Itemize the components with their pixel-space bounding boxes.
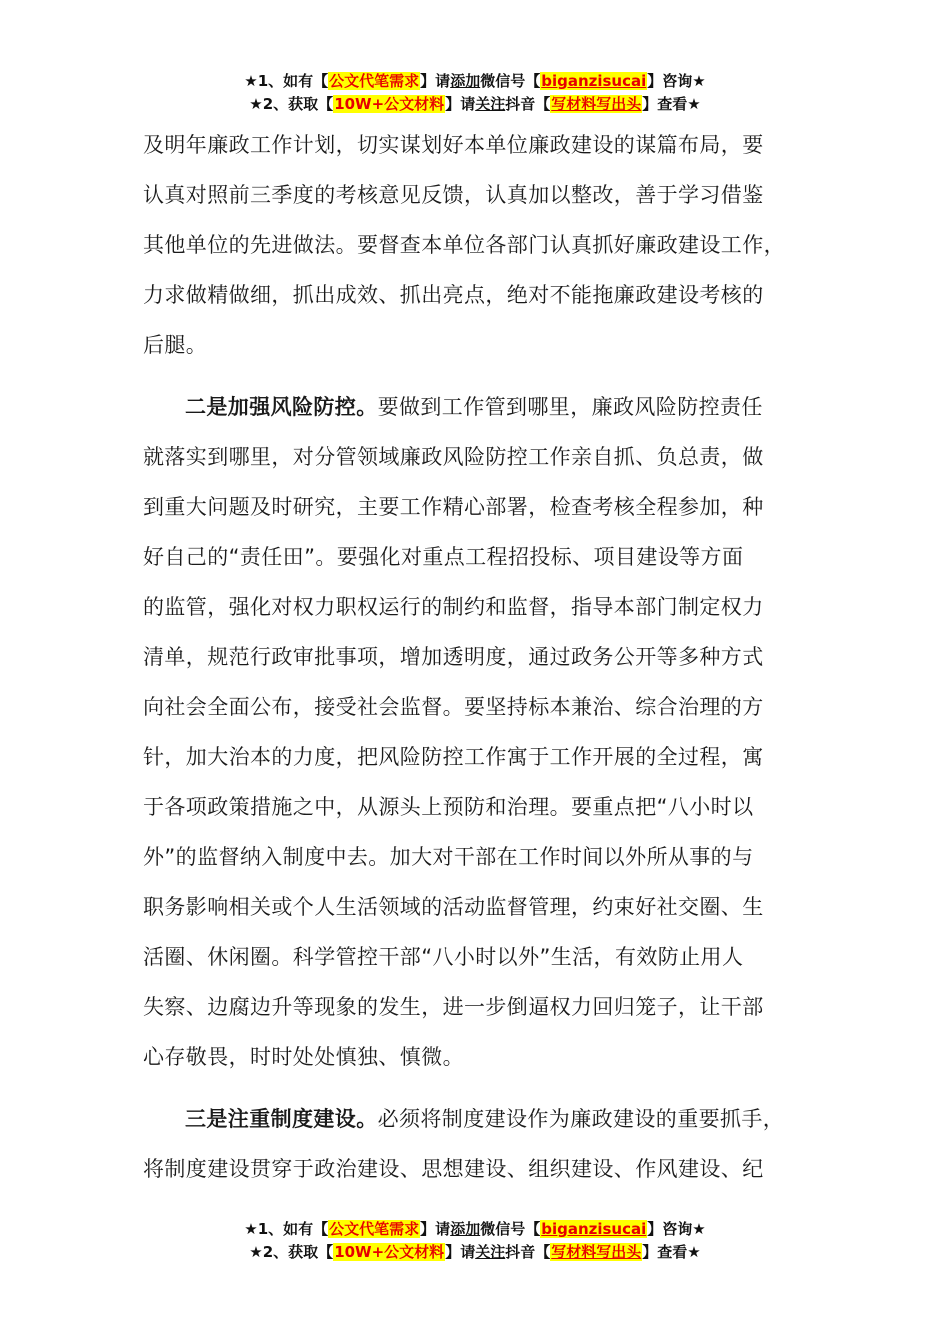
text-line: 外”的监督纳入制度中去。加大对干部在工作时间以外所从事的与 [143,845,754,869]
highlight-label: 10W+公文材料 [334,1243,445,1261]
banner-text: 抖音【 [505,95,551,113]
banner-line-2 [0,1241,950,1264]
highlight-label: 公文代笔需求 [329,1220,420,1238]
text-line: 认真对照前三季度的考核意见反馈，认真加以整改，善于学习借鉴 [143,183,764,207]
wechat-id-link[interactable]: biganzisucai [541,72,647,90]
banner-line-2 [0,93,950,116]
highlight-label: 10W+公文材料 [334,95,445,113]
banner-text: 】请 [445,95,476,113]
text-line: 向社会全面公布，接受社会监督。要坚持标本兼治、综合治理的方 [143,695,764,719]
banner-text: 】请 [420,72,451,90]
text-line: 的监管，强化对权力职权运行的制约和监督，指导本部门制定权力 [143,595,764,619]
banner-line-1 [0,1218,950,1241]
banner-text: ★1、如有【 [244,72,329,90]
paragraph-1 [143,125,823,375]
banner-line-1 [0,70,950,93]
banner-text: 】请 [420,1220,451,1238]
douyin-account-link[interactable]: 写材料写出头 [551,95,642,113]
text-line: 清单，规范行政审批事项，增加透明度，通过政务公开等多种方式 [143,645,764,669]
banner-text: 】咨询★ [647,72,706,90]
paragraph-2 [143,387,823,1087]
text-line: 心存敬畏，时时处处慎独、慎微。 [143,1045,464,1069]
text-run: 要做到工作管到哪里，廉政风险防控责任 [377,395,763,419]
emphasis-text: 关注 [475,95,506,113]
banner-text: 】请 [445,1243,476,1261]
banner-text: 】咨询★ [647,1220,706,1238]
text-run: 必须将制度建设作为廉政建设的重要抓手， [377,1107,785,1131]
text-line: 将制度建设贯穿于政治建设、思想建设、组织建设、作风建设、纪 [143,1157,764,1181]
paragraph-heading: 二是加强风险防控。 [185,395,378,419]
text-line: 到重大问题及时研究，主要工作精心部署，检查考核全程参加，种 [143,495,764,519]
text-line [143,387,823,437]
text-line: 活圈、休闲圈。科学管控干部“八小时以外”生活，有效防止用人 [143,945,744,969]
banner-text: ★2、获取【 [249,95,334,113]
text-line: 针，加大治本的力度，把风险防控工作寓于工作开展的全过程，寓 [143,745,764,769]
banner-text: 微信号【 [480,72,541,90]
douyin-account-link[interactable]: 写材料写出头 [551,1243,642,1261]
document-body [143,125,823,1199]
emphasis-text: 添加 [450,72,481,90]
header-banner [0,70,950,116]
banner-text: 】查看★ [642,95,701,113]
banner-text: 抖音【 [505,1243,551,1261]
text-line: 后腿。 [143,333,208,357]
wechat-id-link[interactable]: biganzisucai [541,1220,647,1238]
text-line: 就落实到哪里，对分管领域廉政风险防控工作亲自抓、负总责，做 [143,445,764,469]
highlight-label: 公文代笔需求 [329,72,420,90]
text-line: 好自己的“责任田”。要强化对重点工程招投标、项目建设等方面 [143,545,744,569]
banner-text: 微信号【 [480,1220,541,1238]
emphasis-text: 关注 [475,1243,506,1261]
text-line: 于各项政策措施之中，从源头上预防和治理。要重点把“八小时以 [143,795,754,819]
text-line: 力求做精做细，抓出成效、抓出亮点，绝对不能拖廉政建设考核的 [143,283,764,307]
text-line: 职务影响相关或个人生活领域的活动监督管理，约束好社交圈、生 [143,895,764,919]
text-line [143,1099,823,1149]
banner-text: 】查看★ [642,1243,701,1261]
emphasis-text: 添加 [450,1220,481,1238]
footer-banner [0,1218,950,1264]
banner-text: ★2、获取【 [249,1243,334,1261]
text-line: 失察、边腐边升等现象的发生，进一步倒逼权力回归笼子，让干部 [143,995,764,1019]
text-line: 及明年廉政工作计划，切实谋划好本单位廉政建设的谋篇布局，要 [143,133,764,157]
text-line: 其他单位的先进做法。要督查本单位各部门认真抓好廉政建设工作， [143,233,785,257]
paragraph-heading: 三是注重制度建设。 [185,1107,378,1131]
banner-text: ★1、如有【 [244,1220,329,1238]
paragraph-3 [143,1099,823,1199]
